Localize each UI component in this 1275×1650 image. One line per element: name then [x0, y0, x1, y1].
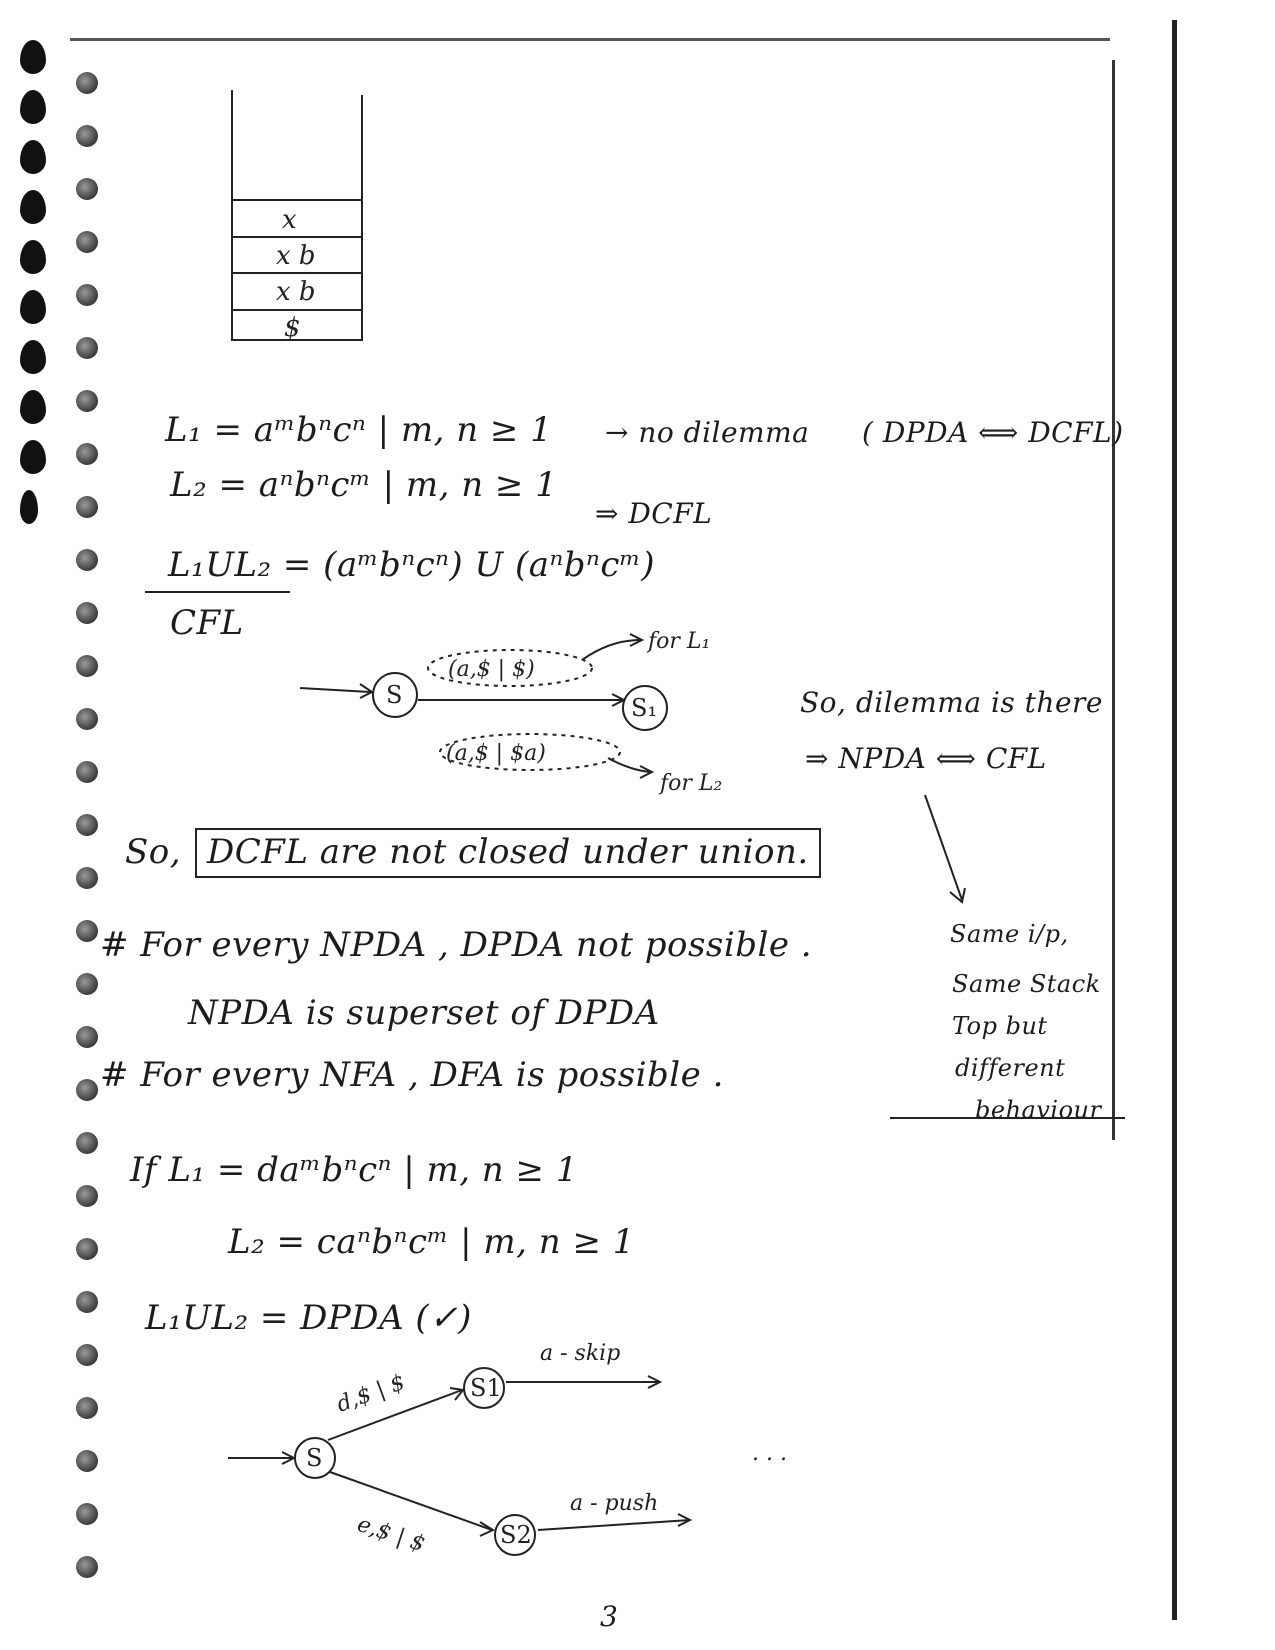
dots: . . . [752, 1441, 787, 1466]
stack-cell-1: x [282, 205, 297, 235]
state-s2-2-label: S2 [500, 1521, 532, 1549]
second-l2: L₂ = caⁿbⁿcᵐ | m, n ≥ 1 [228, 1222, 635, 1262]
side-note-1: Same i/p, [950, 920, 1069, 948]
conclusion-box: DCFL are not closed under union. [195, 828, 821, 878]
side-note-5: behaviour [975, 1096, 1102, 1124]
npda-note: # For every NPDA , DPDA not possible . [100, 925, 813, 965]
for-l1-label: for L₁ [648, 629, 711, 654]
state-s1-2-label: S1 [470, 1374, 502, 1402]
l2-definition: L₂ = aⁿbⁿcᵐ | m, n ≥ 1 [170, 465, 558, 505]
side-note-2: Same Stack [952, 970, 1101, 998]
l1-definition: L₁ = aᵐbⁿcⁿ | m, n ≥ 1 [165, 410, 553, 450]
state-s-label: S [386, 681, 403, 709]
stack-cell-3: x b [276, 277, 316, 307]
side-note-3: Top but [952, 1012, 1048, 1040]
pda-diagram-2 [228, 1368, 690, 1558]
state-s1-label: S₁ [631, 694, 658, 722]
state-s-2-label: S [306, 1444, 323, 1472]
stack-cell-2: x b [276, 241, 316, 271]
page-number: 3 [600, 1600, 619, 1633]
dilemma-line-1: So, dilemma is there [800, 686, 1103, 719]
stack-cell-4: $ [284, 313, 301, 343]
l1-paren: ( DPDA ⟺ DCFL) [862, 416, 1124, 449]
upper-edge-label: d,$ | $ [333, 1370, 409, 1418]
second-l1: If L₁ = daᵐbⁿcⁿ | m, n ≥ 1 [130, 1150, 578, 1190]
l2-note: ⇒ DCFL [595, 497, 713, 530]
side-note-4: different [955, 1054, 1066, 1082]
edge-label-bottom: (a,$ | $a) [446, 741, 546, 766]
for-l2-label: for L₂ [660, 771, 723, 796]
dilemma-line-2: ⇒ NPDA ⟺ CFL [805, 742, 1047, 775]
lower-edge-label: e,$ | $ [354, 1511, 428, 1558]
conclusion-prefix: So, [125, 832, 182, 872]
superset-note: NPDA is superset of DPDA [188, 993, 660, 1033]
nfa-note: # For every NFA , DFA is possible . [100, 1055, 724, 1095]
a-push-label: a - push [570, 1491, 659, 1516]
a-skip-label: a - skip [540, 1341, 621, 1366]
l1-note: → no dilemma [605, 416, 810, 449]
edge-label-top: (a,$ | $) [448, 657, 535, 682]
second-union: L₁UL₂ = DPDA (✓) [145, 1298, 472, 1338]
union-line: L₁UL₂ = (aᵐbⁿcⁿ) U (aⁿbⁿcᵐ) [168, 545, 655, 585]
cfl-label: CFL [170, 603, 244, 643]
